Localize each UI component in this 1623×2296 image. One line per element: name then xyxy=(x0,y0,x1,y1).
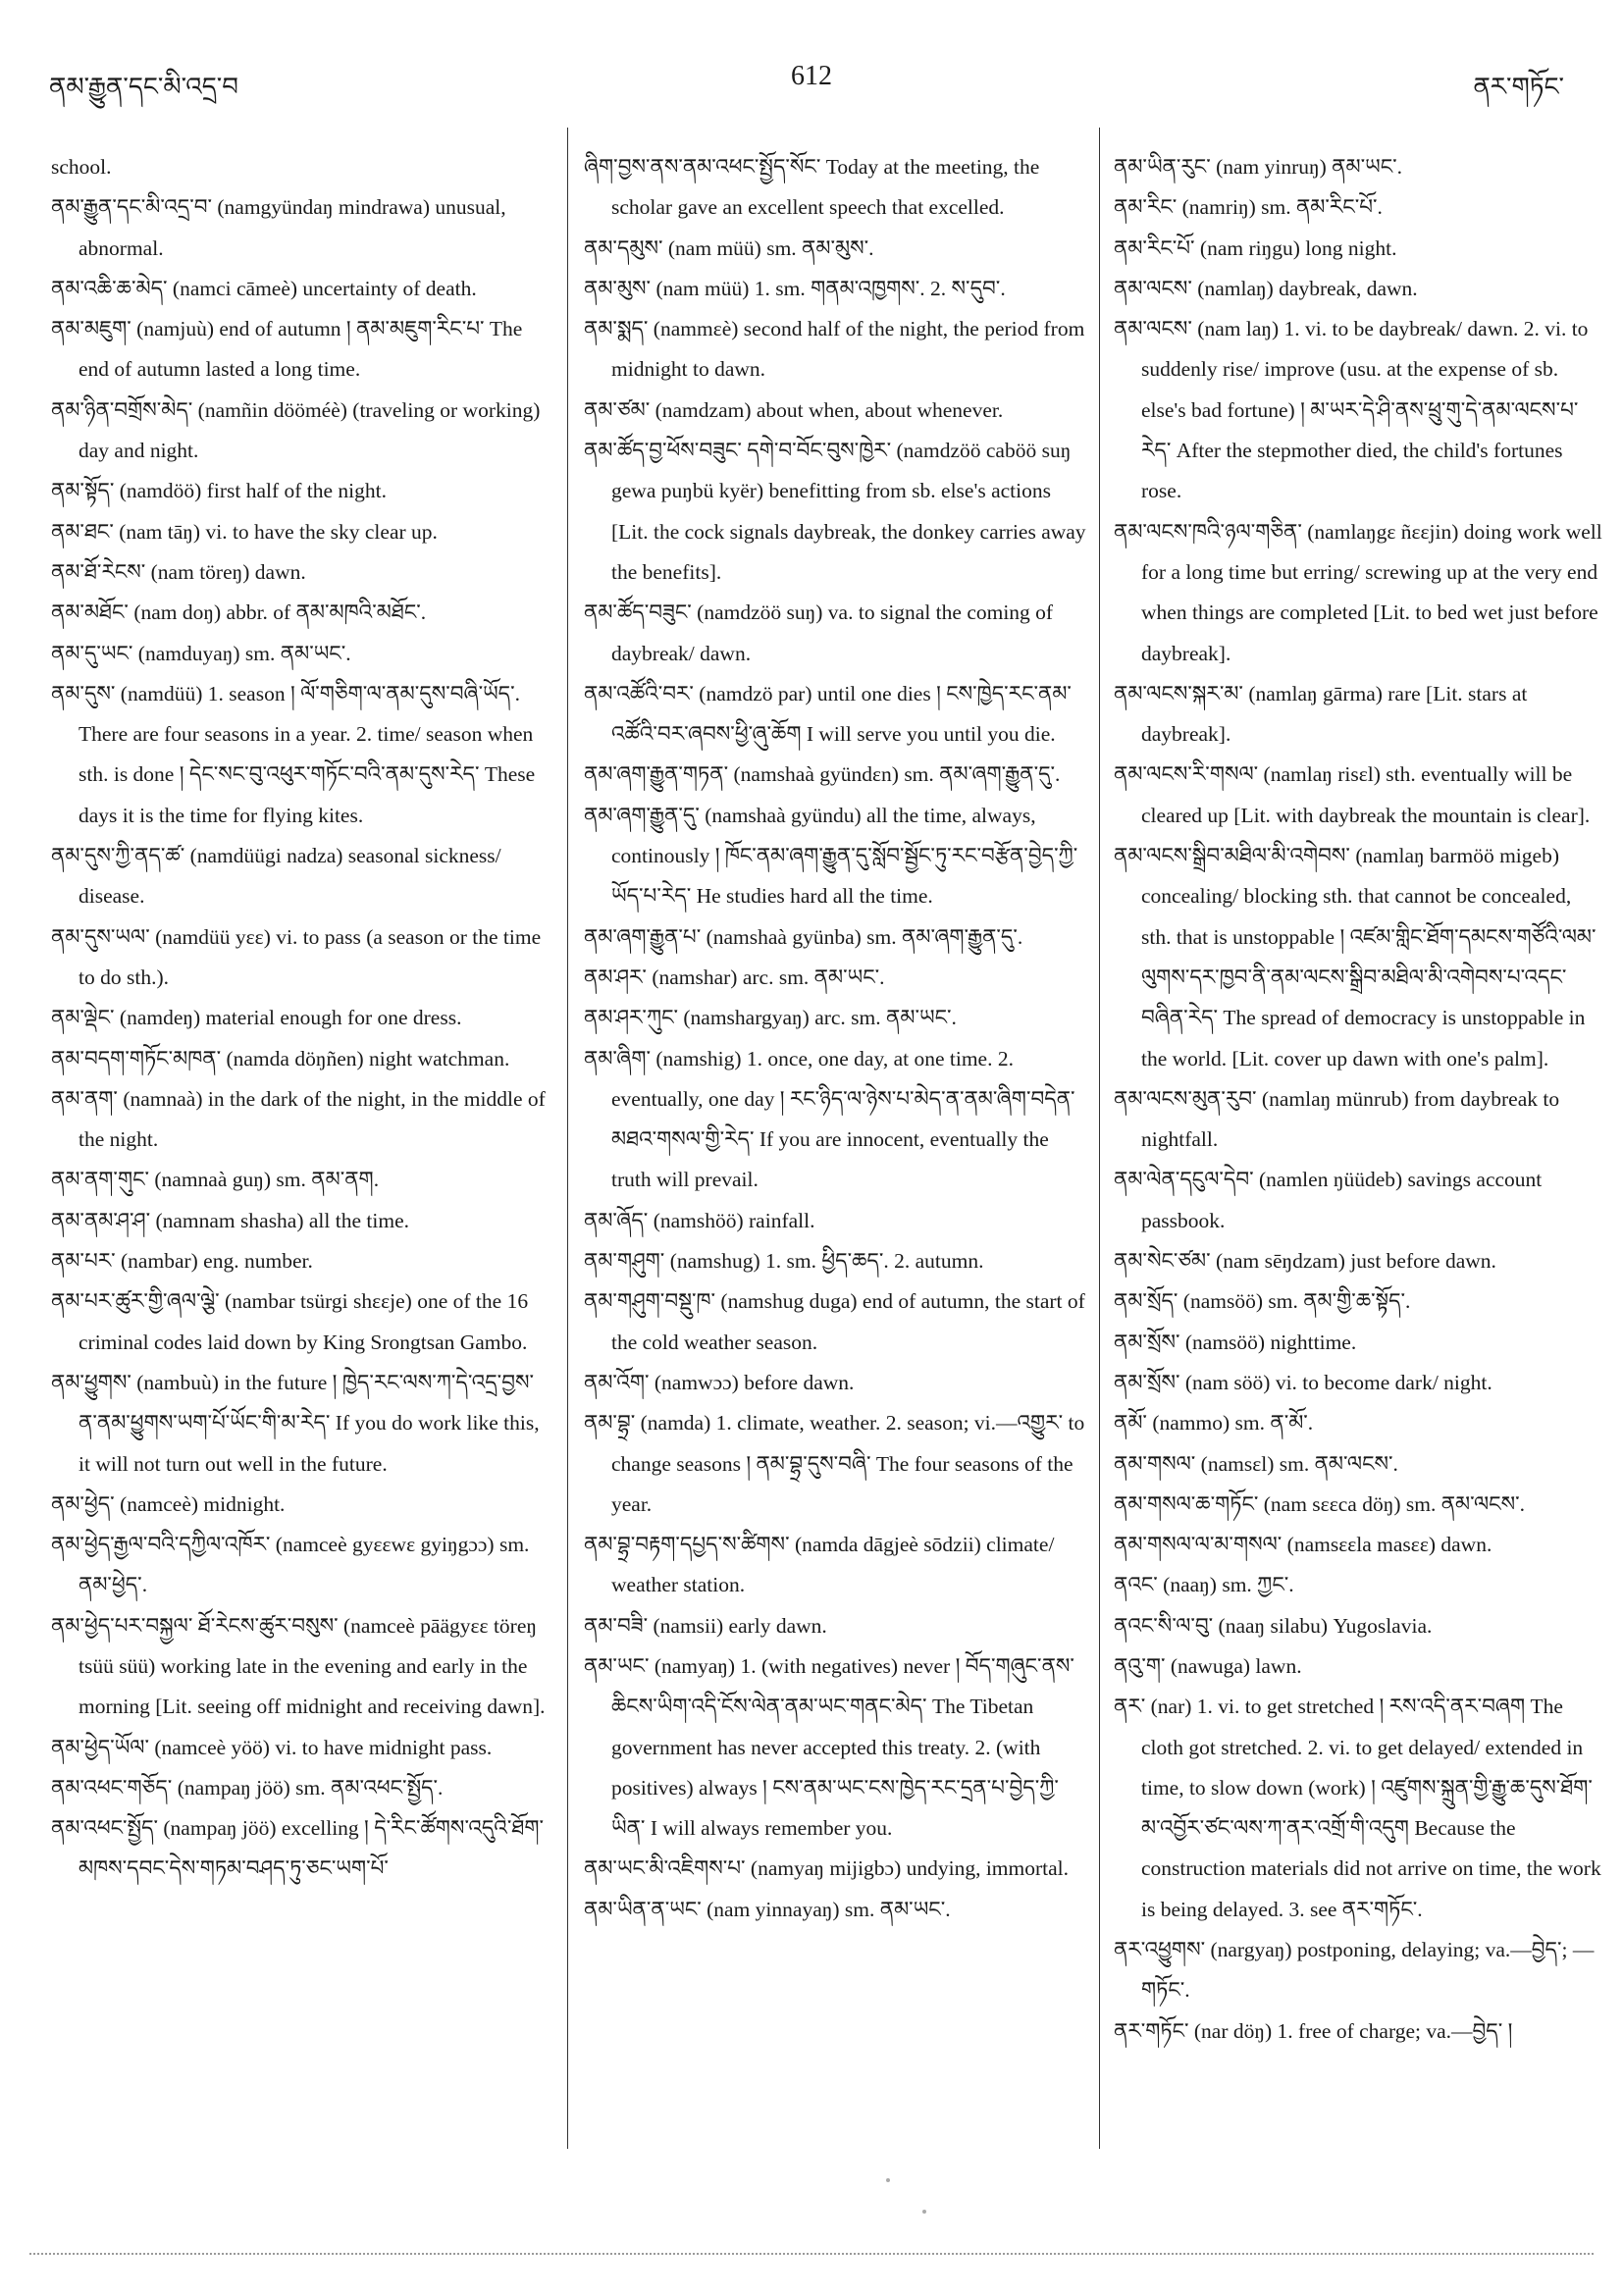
dictionary-entry: ནམ་འཆི་ཆ་མེད་ (namci cāmeè) uncertainty of death. xyxy=(51,276,477,300)
dictionary-entry: ནམ་ལངས་ཁའི་ཉལ་གཅིན་ (namlaŋgɛ ñɛɛjin) doing work well for a long time but erring/ screwing up at the very end when things are completed [Lit. to bed wet just before daybreak]. xyxy=(1114,519,1602,665)
dictionary-entry: ནམ་དུས་ (namdüü) 1. season ། ལོ་གཅིག་ལ་ནམ་དུས་བཞི་ཡོད་. There are four seasons in a year. 2. time/ season when sth. is done ། དེང་སང་བུ་འཕུར་གཏོང་བའི་ནམ་དུས་རེད་ These days it is the time for flying kites. xyxy=(51,681,536,827)
dictionary-entry: ནམ་ལངས་ (nam laŋ) 1. vi. to be daybreak/ dawn. 2. vi. to suddenly rise/ improve (usu. at the expense of sb. else's bad fortune) ། མ་ཡར་དེ་ཤི་ནས་ཕྲུ་གུ་དེ་ནམ་ལངས་པ་རེད་ After the stepmother died, the child's fortunes rose. xyxy=(1114,317,1589,503)
dictionary-entry: ནམ་མཇུག་ (namjuù) end of autumn ། ནམ་མཇུག་རིང་པ་ The end of autumn lasted a long time. xyxy=(51,317,523,382)
running-head-right: ནར་གཏོང་ xyxy=(1473,73,1564,101)
dictionary-entry: ནམོ་ (nammo) sm. ན་མོ་. xyxy=(1114,1411,1314,1435)
dictionary-entry: ནམ་ཕྱུགས་ (nambuù) in the future ། ཁྱེད་རང་ལས་ཀ་དེ་འདྲ་བྱས་ན་ནམ་ཕྱུགས་ཡག་པོ་ཡོང་གི་མ་རེད་ If you do work like this, it will not turn out well in the future. xyxy=(51,1370,540,1476)
dictionary-entry: ནམ་ཕྱེད་རྒྱལ་བའི་དཀྱིལ་འཁོར་ (namceè gyɛɛwɛ gyiŋgɔɔ) sm. ནམ་ཕྱེད་. xyxy=(51,1533,530,1597)
dictionary-entry: ནམ་དུས་ཡལ་ (namdüü yɛɛ) vi. to pass (a season or the time to do sth.). xyxy=(51,924,542,989)
dictionary-entry: ནར་ (nar) 1. vi. to get stretched ། རས་འདི་ནར་བཞག The cloth got stretched. 2. vi. to get delayed/ extended in time, to slow down (work) ། འཛུགས་སྐྲུན་གྱི་རྒྱུ་ཆ་དུས་ཐོག་མ་འབྱོར་ཙང་ལས་ཀ་ནར་འགྲོ་གི་འདུག Because the construction materials did not arrive on time, the work is being delayed. 3. see ནར་གཏོང་. xyxy=(1114,1695,1601,1921)
dictionary-entry: ནམ་གསལ་ལ་མ་གསལ་ (namsɛɛla masɛɛ) dawn. xyxy=(1114,1533,1492,1557)
column-3 xyxy=(1114,147,1604,2052)
dictionary-entry: ནམ་འཕང་སྤྱོད་ (nampaŋ jöö) excelling ། དེ་རིང་ཚོགས་འདུའི་ཐོག་མཁས་དབང་དེས་གཏམ་བཤད་ཏུ་ཅང་ཡག་པོ་ xyxy=(51,1816,545,1881)
dictionary-entry: ནའང་སི་ལ་བུ་ (naaŋ silabu) Yugoslavia. xyxy=(1114,1613,1433,1638)
dictionary-entry: ནམ་ལེན་དངུལ་དེབ་ (namlen ŋüüdeb) savings account passbook. xyxy=(1114,1168,1543,1232)
dictionary-entry: ནམ་ཤར་ཀུང་ (namshargyaŋ) arc. sm. ནམ་ཡང་. xyxy=(584,1006,957,1030)
dictionary-entry: school. xyxy=(51,155,112,179)
column-1 xyxy=(51,147,551,1890)
dictionary-entry: ནམ་ཕྱེད་ཡོལ་ (namceè yöö) vi. to have midnight pass. xyxy=(51,1735,493,1759)
dictionary-entry: ནམ་ཙམ་ (namdzam) about when, about whenever. xyxy=(584,397,1004,422)
dictionary-entry: ནམ་དུ་ཡང་ (namduyaŋ) sm. ནམ་ཡང་. xyxy=(51,641,351,665)
dictionary-entry: ནམ་ཡང་ (namyaŋ) 1. (with negatives) never ། བོད་གཞུང་ནས་ཆིངས་ཡིག་འདི་ངོས་ལེན་ནམ་ཡང་གནང་མེད་ The Tibetan government has never accepted this treaty. 2. (with positives) always ། ངས་ནམ་ཡང་ངས་ཁྱེད་རང་དྲན་པ་བྱེད་ཀྱི་ཡིན་ I will always remember you. xyxy=(584,1653,1074,1841)
dictionary-entry: ནམ་སྲོད་ (namsöö) sm. ནམ་གྱི་ཆ་སྟོད་. xyxy=(1114,1289,1411,1314)
dictionary-entry: ནམ་ཚོད་བྱ་ཕོས་བཟུང་ དགེ་བ་བོང་བུས་ཁྱེར་ (namdzöö caböö suŋ gewa puŋbü kyër) benefitting from sb. else's actions [Lit. the cock signals daybreak, the donkey carries away the benefits]. xyxy=(584,439,1086,584)
dictionary-entry: ནམ་ནག་གུང་ (namnaà guŋ) sm. ནམ་ནག. xyxy=(51,1168,380,1192)
dictionary-entry: ནམ་བདག་གཏོང་མཁན་ (namda döŋñen) night watchman. xyxy=(51,1046,510,1070)
dictionary-entry: ནམ་ཡིན་རུང་ (nam yinruŋ) ནམ་ཡང་. xyxy=(1114,155,1403,179)
dictionary-entry: ནམ་ཞག་རྒྱུན་པ་ (namshaà gyünba) sm. ནམ་ཞག་རྒྱུན་དུ་. xyxy=(584,924,1023,949)
column-2 xyxy=(584,147,1089,1930)
dictionary-entry: ནམ་གཤུག་ (namshug) 1. sm. ཕྱིད་ཆད་. 2. autumn. xyxy=(584,1249,984,1274)
dictionary-entry: ནམ་འཚོའི་བར་ (namdzö par) until one dies ། ངས་ཁྱེད་རང་ནམ་འཚོའི་བར་ཞབས་ཕྱི་ཞུ་ཆོག I will serve you until you die. xyxy=(584,681,1072,747)
dictionary-entry: ནམ་ནམ་ཤ་ཤ་ (namnam shasha) all the time. xyxy=(51,1208,409,1232)
scan-speck xyxy=(922,2210,926,2214)
dictionary-entry: ནམ་ཞག་རྒྱུན་གཏན་ (namshaà gyündɛn) sm. ནམ་ཞག་རྒྱུན་དུ་. xyxy=(584,762,1061,787)
running-head-left: ནམ་རྒྱུན་དང་མི་འདྲ་བ xyxy=(49,73,238,101)
column-divider xyxy=(1099,128,1100,2149)
dictionary-entry: ནམ་འོག་ (namwɔɔ) before dawn. xyxy=(584,1370,855,1394)
dictionary-entry: ནམ་ཡིན་ན་ཡང་ (nam yinnayaŋ) sm. ནམ་ཡང་. xyxy=(584,1897,951,1921)
dictionary-entry: ནའང་ (naaŋ) sm. ཀྱང་. xyxy=(1114,1573,1294,1597)
dictionary-entry: ནར་གཏོང་ (nar döŋ) 1. free of charge; va.—བྱེད་ ། xyxy=(1114,2018,1513,2043)
dictionary-entry: ནམ་ཕྱེད་ (namceè) midnight. xyxy=(51,1491,286,1516)
dictionary-entry: ནམ་ཐང་ (nam tāŋ) vi. to have the sky clear up. xyxy=(51,519,438,544)
dictionary-entry: ནམ་ལངས་སྐར་མ་ (namlaŋ gārma) rare [Lit. stars at daybreak]. xyxy=(1114,681,1528,747)
dictionary-entry: ནམ་ཞིག་ (namshig) 1. once, one day, at one time. 2. eventually, one day ། རང་ཉིད་ལ་ཉེས་པ་མེད་ན་ནམ་ཞིག་བདེན་མཐའ་གསལ་གྱི་རེད་ If you are innocent, eventually the truth will prevail. xyxy=(584,1046,1075,1192)
dictionary-entry: ནམ་སྲོས་ (nam söö) vi. to become dark/ night. xyxy=(1114,1370,1492,1394)
dictionary-entry: ནམ་རིང་ (namriŋ) sm. ནམ་རིང་པོ་. xyxy=(1114,195,1383,220)
dictionary-entry: ནམ་སྟོད་ (namdöö) first half of the night. xyxy=(51,479,387,503)
dictionary-entry: ནམ་ལངས་རི་གསལ་ (namlaŋ risɛl) sth. eventually will be cleared up [Lit. with daybreak the mountain is clear]. xyxy=(1114,762,1591,827)
page-number: 612 xyxy=(791,61,832,91)
dictionary-entry: ནམ་ཞོད་ (namshöö) rainfall. xyxy=(584,1208,815,1232)
dictionary-entry: ནམ་ཉིན་བགྲོས་མེད་ (namñin dööméè) (traveling or working) day and night. xyxy=(51,397,541,463)
dictionary-entry: ཞིག་བྱས་ནས་ནམ་འཕང་སྤྱོད་སོང་ Today at the meeting, the scholar gave an excellent speech that excelled. xyxy=(584,155,1040,220)
dictionary-entry: ནམ་པར་ཚུར་གྱི་ཞལ་ལྕེ་ (nambar tsürgi shɛɛje) one of the 16 criminal codes laid down by King Srongtsan Gambo. xyxy=(51,1289,529,1354)
dictionary-entry: ནམ་དུས་ཀྱི་ནད་ཚ་ (namdüügi nadza) seasonal sickness/ disease. xyxy=(51,844,501,909)
dictionary-entry: ནམ་སྲོས་ (namsöö) nighttime. xyxy=(1114,1330,1357,1354)
dictionary-entry: ནམ་སེང་ཙམ་ (nam sēŋdzam) just before dawn. xyxy=(1114,1249,1496,1274)
dictionary-entry: ནམ་དམུས་ (nam müü) sm. ནམ་མུས་. xyxy=(584,235,874,260)
dictionary-entry: ནམ་རྒྱུན་དང་མི་འདྲ་བ་ (namgyündaŋ mindrawa) unusual, abnormal. xyxy=(51,195,506,260)
dictionary-entry: ནམ་ལངས་མུན་རུབ་ (namlaŋ münrub) from daybreak to nightfall. xyxy=(1114,1086,1560,1152)
dictionary-entry: ནམ་མཐོང་ (nam doŋ) abbr. of ནམ་མཁའི་མཐོང་. xyxy=(51,600,427,625)
scan-edge-dots xyxy=(29,2247,1594,2255)
dictionary-entry: ནམ་ཚོད་བཟུང་ (namdzöö suŋ) va. to signal the coming of daybreak/ dawn. xyxy=(584,600,1054,665)
dictionary-entry: ནམ་ལངས་སྒྲིབ་མཐིལ་མི་འགེབས་ (namlaŋ barmöö migeb) concealing/ blocking sth. that cannot be concealed, sth. that is unstoppable ། འཛམ་གླིང་ཐོག་དམངས་གཙོའི་ལམ་ལུགས་དར་ཁྱབ་ནི་ནམ་ལངས་སྒྲིབ་མཐིལ་མི་འགེབས་པ་འདང་བཞིན་རེད་ The spread of democracy is unstoppable in the world. [Lit. cover up dawn with one's palm]. xyxy=(1114,844,1597,1070)
dictionary-entry: ནམ་ལྡེང་ (namdeŋ) material enough for one dress. xyxy=(51,1006,462,1030)
dictionary-entry: ནམ་བཟི་ (namsii) early dawn. xyxy=(584,1613,827,1638)
dictionary-entry: ནམ་ཡང་མི་འཇིགས་པ་ (namyaŋ mijigbɔ) undying, immortal. xyxy=(584,1856,1070,1881)
dictionary-entry: ནམ་བྷྲ་ (namda) 1. climate, weather. 2. season; vi.—འགྱུར་ to change seasons ། ནམ་བྷྲ་དུས་བཞི་ The four seasons of the year. xyxy=(584,1411,1085,1516)
dictionary-entry: ནམ་སྨད་ (nammɛè) second half of the night, the period from midnight to dawn. xyxy=(584,317,1085,382)
dictionary-entry: ནམ་ཐོ་རེངས་ (nam töreŋ) dawn. xyxy=(51,559,306,584)
dictionary-entry: ནམ་བྷྲ་བརྟག་དཔྱད་ས་ཚིགས་ (namda dāgjeè sōdzii) climate/ weather station. xyxy=(584,1533,1055,1597)
scan-speck xyxy=(886,2178,890,2182)
dictionary-entry: ནམ་ཤར་ (namshar) arc. sm. ནམ་ཡང་. xyxy=(584,965,885,989)
dictionary-entry: ནམ་གསལ་ཆ་གཏོང་ (nam sɛɛca döŋ) sm. ནམ་ལངས་. xyxy=(1114,1491,1525,1516)
dictionary-entry: ནར་འཕྱུགས་ (nargyaŋ) postponing, delaying; va.—བྱེད་; —གཏོང་. xyxy=(1114,1938,1595,2003)
dictionary-entry: ནམ་གཤུག་བསྡུ་ཁ་ (namshug duga) end of autumn, the start of the cold weather season. xyxy=(584,1289,1085,1354)
dictionary-entry: ནམ་གསལ་ (namsɛl) sm. ནམ་ལངས་. xyxy=(1114,1451,1398,1476)
dictionary-entry: ནམ་འཕང་གཅོད་ (nampaŋ jöö) sm. ནམ་འཕང་སྤྱོད་. xyxy=(51,1775,444,1800)
column-divider xyxy=(567,128,568,2149)
dictionary-entry: ནམ་ལངས་ (namlaŋ) daybreak, dawn. xyxy=(1114,276,1418,300)
dictionary-entry: ནམ་མུས་ (nam müü) 1. sm. གནམ་འཁྱགས་. 2. ས་དུབ་. xyxy=(584,276,1006,300)
dictionary-entry: ནམ་ནག་ (namnaà) in the dark of the night, in the middle of the night. xyxy=(51,1086,546,1152)
dictionary-entry: ནམ་རིང་པོ་ (nam riŋgu) long night. xyxy=(1114,235,1397,260)
dictionary-entry: ནམ་ཕྱེད་པར་བསྐྱལ་ ཐོ་རེངས་ཚུར་བསུས་ (namceè pāägyɛɛ töreŋ tsüü süü) working late in the evening and early in the morning [Lit. seeing off midnight and receiving dawn]. xyxy=(51,1613,546,1719)
dictionary-entry: ནའུ་ག་ (nawuga) lawn. xyxy=(1114,1653,1302,1678)
dictionary-entry: ནམ་ཞག་རྒྱུན་དུ་ (namshaà gyündu) all the time, always, continously ། ཁོང་ནམ་ཞག་རྒྱུན་དུ་སློབ་སྦྱོང་ཏུ་རང་བརྩོན་བྱེད་ཀྱི་ཡོད་པ་རེད་ He studies hard all the time. xyxy=(584,803,1078,909)
dictionary-entry: ནམ་པར་ (nambar) eng. number. xyxy=(51,1249,313,1274)
